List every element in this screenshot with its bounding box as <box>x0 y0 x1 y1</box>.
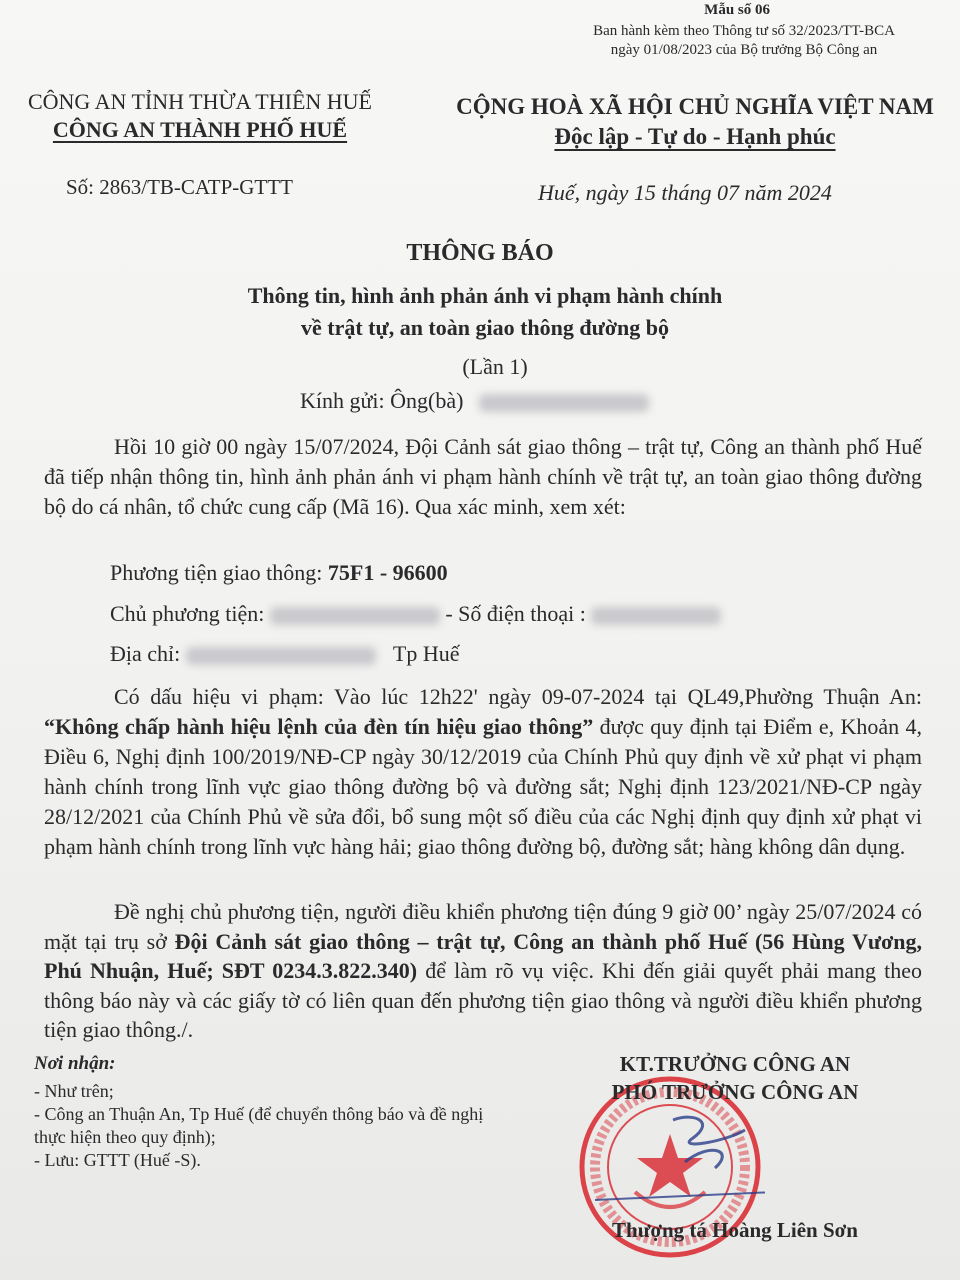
vehicle-plate: 75F1 - 96600 <box>327 560 448 585</box>
redacted-phone <box>591 607 721 625</box>
request-location: Đội Cảnh sát giao thông – trật tự, Công an thành phố Huế (56 Hùng Vương, Phú Nhuận, Huế; SĐT 0234.3.822.340) <box>44 928 922 983</box>
recipients-title: Nơi nhận: <box>34 1053 116 1074</box>
sign-title-2: PHÓ TRƯỞNG CÔNG AN <box>611 1080 859 1104</box>
document-subtitle <box>0 280 960 344</box>
form-number: Mẫu số 06 <box>704 2 770 18</box>
national-header <box>430 92 960 152</box>
signer-name: Thượng tá Hoàng Liên Sơn <box>612 1218 858 1242</box>
sign-title-1: KT.TRƯỞNG CÔNG AN <box>619 1052 851 1076</box>
request-prefix: Đề nghị chủ phương tiện, người điều khiển phương tiện đúng 9 giờ 00’ ngày 25/07/2024 có mặt tại trụ sở <box>44 899 922 954</box>
national-motto: Độc lập - Tự do - Hạnh phúc <box>554 124 836 149</box>
intro-paragraph: Hồi 10 giờ 00 ngày 15/07/2024, Đội Cảnh sát giao thông – trật tự, Công an thành phố Huế đã tiếp nhận thông tin, hình ảnh phản ánh vi phạm hành chính về trật tự, an toàn giao thông đường bộ do cá nhân, tổ chức cung cấp (Mã 16). Qua xác minh, xem xét: <box>44 434 922 519</box>
notice-round: (Lần 1) <box>462 354 528 379</box>
document-date: Huế, ngày 15 tháng 07 năm 2024 <box>538 180 832 205</box>
nation-name: CỘNG HOÀ XÃ HỘI CHỦ NGHĨA VIỆT NAM <box>456 94 934 119</box>
redacted-owner <box>270 607 440 625</box>
violation-suffix: được quy định tại Điểm e, Khoản 4, Điều 6, Nghị định 100/2019/NĐ-CP ngày 30/12/2019 của Chính Phủ quy định về xử phạt vi phạm hành chính trong lĩnh vực giao thông đường bộ và đường sắt; Nghị định 123/2021/NĐ-CP ngày 28/12/2021 của Chính Phủ về sửa đổi, bổ sung một số điều của các Nghị định quy định xử phạt vi phạm hành chính trong lĩnh vực hàng hải; giao thông đường bộ, đường sắt; hàng không dân dụng. <box>44 714 922 859</box>
agency-unit: CÔNG AN THÀNH PHỐ HUẾ <box>52 117 348 142</box>
address-line <box>110 641 459 667</box>
recipient-item: - Như trên; <box>34 1081 114 1101</box>
subtitle-line-1: Thông tin, hình ảnh phản ánh vi phạm hành chính <box>247 283 723 308</box>
signature-block <box>560 1050 910 1106</box>
recipient-label: Kính gửi: Ông(bà) <box>300 388 464 413</box>
vehicle-label: Phương tiện giao thông: <box>110 560 328 585</box>
issued-line-1: Ban hành kèm theo Thông tư số 32/2023/TT-BCA <box>593 23 895 39</box>
issued-line-2: ngày 01/08/2023 của Bộ trưởng Bộ Công an <box>610 42 878 58</box>
request-paragraph <box>44 897 922 1045</box>
violation-prefix: Có dấu hiệu vi phạm: Vào lúc 12h22' ngày 09-07-2024 tại QL49,Phường Thuận An: <box>114 684 922 709</box>
owner-line <box>110 601 721 627</box>
violation-paragraph <box>44 682 922 862</box>
recipient-item: - Công an Thuận An, Tp Huế (để chuyển thông báo và đề nghị thực hiện theo quy định); <box>34 1104 484 1147</box>
violation-description: “Không chấp hành hiệu lệnh của đèn tín hiệu giao thông” <box>44 714 594 739</box>
subtitle-line-2: về trật tự, an toàn giao thông đường bộ <box>300 315 669 340</box>
recipients-list <box>34 1080 514 1172</box>
redacted-name <box>479 394 649 412</box>
owner-label: Chủ phương tiện: <box>110 601 270 626</box>
address-label: Địa chỉ: <box>110 641 186 666</box>
address-city: Tp Huế <box>392 641 460 666</box>
phone-label: - Số điện thoại : <box>445 601 592 626</box>
request-suffix: để làm rõ vụ việc. Khi đến giải quyết phải mang theo thông báo này và các giấy tờ có liên quan đến phương tiện giao thông và người điều khiển phương tiện giao thông./. <box>44 958 923 1042</box>
issuing-agency <box>0 88 400 144</box>
document-title: THÔNG BÁO <box>406 240 554 266</box>
redacted-address <box>186 647 376 665</box>
recipient-item: - Lưu: GTTT (Huế -S). <box>34 1150 201 1170</box>
agency-parent: CÔNG AN TỈNH THỪA THIÊN HUẾ <box>27 89 372 114</box>
vehicle-line <box>110 560 448 586</box>
recipient-line <box>300 388 649 414</box>
issued-reference <box>564 22 924 60</box>
document-number: Số: 2863/TB-CATP-GTTT <box>66 175 293 199</box>
